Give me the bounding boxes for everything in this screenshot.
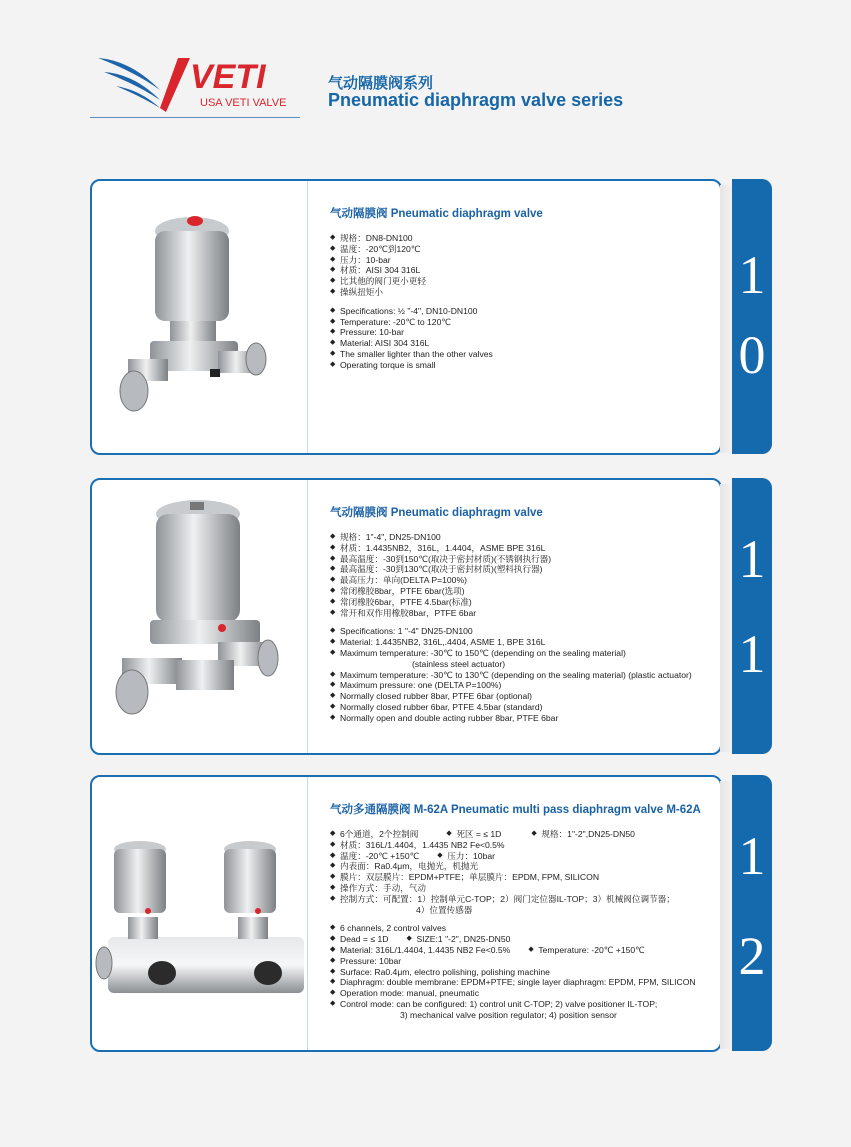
veti-logo	[90, 50, 305, 122]
spec-row	[330, 829, 720, 840]
spec-item: ◆ 膜片：双层膜片：EPDM+PTFE；单层膜片：EPDM, FPM, SILICON	[330, 872, 720, 883]
product-card-112	[90, 775, 722, 1052]
spec-row	[330, 851, 720, 862]
spec-item: ◆ Diaphragm: double membrane: EPDM+PTFE; single layer diaphragm: EPDM, FPM, SILICON	[330, 977, 720, 988]
spec-item: ◆ 最高温度：-30到150℃(取决于密封材质)(不锈钢执行器)	[330, 554, 720, 565]
spec-item: ◆ ◆ 6个通道，2个控制阀	[330, 829, 419, 839]
spec-list-en	[330, 626, 720, 723]
spec-item: ◆ Pressure: 10bar	[330, 956, 720, 967]
spec-item: ◆ 规格：1"-2",DN25-DN50	[531, 829, 635, 839]
spec-item: ◆ 6 channels, 2 control valves	[330, 923, 720, 934]
spec-list-112	[330, 801, 720, 1021]
spec-list-111	[330, 504, 720, 724]
spec-item: ◆ ◆ Dead = ≤ 1D	[330, 934, 389, 945]
spec-item: ◆ Maximum temperature: -30℃ to 130℃ (depending on the sealing material) (plastic actuator)	[330, 670, 720, 681]
product-card-101	[90, 179, 722, 455]
spec-item: ◆ 压力：10-bar	[330, 255, 720, 266]
number-digit: 1	[738, 624, 766, 684]
spec-item: ◆ Maximum pressure: one (DELTA P=100%)	[330, 680, 720, 691]
spec-item: ◆ 内表面：Ra0.4μm，电抛光，机抛光	[330, 861, 720, 872]
diaphragm-valve-image	[92, 480, 306, 753]
spec-item: ◆ Material: 1.4435NB2, 316L,.4404, ASME 1, BPE 316L	[330, 637, 720, 648]
spec-item: ◆ Surface: Ra0.4μm, electro polishing, polishing machine	[330, 967, 720, 978]
spec-item: ◆ Temperature: -20℃ to 120℃	[330, 317, 720, 328]
svg-text:USA VETI VALVE: USA VETI VALVE	[200, 97, 287, 109]
spec-item: ◆ 最高压力：单向(DELTA P=100%)	[330, 575, 720, 586]
number-digit: 1	[738, 245, 766, 305]
spec-item: ◆ Normally closed rubber 8bar, PTFE 6bar (optional)	[330, 691, 720, 702]
number-digit: 1	[738, 529, 766, 589]
series-title-en: Pneumatic diaphragm valve series	[328, 90, 624, 110]
spec-item: ◆ Material: AISI 304 316L	[330, 338, 720, 349]
diaphragm-valve-image	[92, 181, 306, 453]
spec-item: ◆ Operation mode: manual, pneumatic	[330, 988, 720, 999]
multi-pass-valve-image	[92, 777, 306, 1050]
spec-item: ◆ 材质：316L/1.4404，1.4435 NB2 Fe<0.5%	[330, 840, 720, 851]
spec-item: ◆ Normally open and double acting rubber 8bar, PTFE 6bar	[330, 713, 720, 724]
spec-item: ◆ ◆ 温度：-20℃ +150℃	[330, 850, 420, 861]
spec-list-en	[330, 923, 720, 1020]
product-card-111	[90, 478, 722, 755]
spec-item-continuation: 3) mechanical valve position regulator; 4) position sensor	[400, 1009, 617, 1020]
spec-item: ◆ 规格：1"-4", DN25-DN100	[330, 532, 720, 543]
spec-item: ◆ 最高温度：-30到130℃(取决于密封材质)(塑料执行器)	[330, 564, 720, 575]
product-image-frame	[92, 480, 308, 753]
spec-list-en	[330, 306, 720, 371]
spec-item: ◆ 常开和双作用橡胶8bar，PTFE 6bar	[330, 608, 720, 619]
spec-row	[330, 945, 720, 956]
spec-item: ◆ 死区 = ≤ 1D	[446, 829, 502, 839]
spec-item: ◆ 控制方式：可配置：1）控制单元C-TOP；2）阀门定位器IL-TOP；3）机械阀位调节器；	[330, 894, 720, 905]
spec-item: ◆ 比其他的阀门更小更轻	[330, 276, 720, 287]
product-title: 气动隔膜阀 Pneumatic diaphragm valve	[330, 208, 543, 220]
spec-item: ◆ Maximum temperature: -30℃ to 150℃ (depending on the sealing material)	[330, 648, 720, 659]
spec-item: ◆ 压力：10bar	[437, 850, 496, 861]
spec-item: ◆ 常闭橡胶8bar，PTFE 6bar(选项)	[330, 586, 720, 597]
spec-list-cn	[330, 829, 720, 915]
spec-item-continuation: 4）位置传感器	[416, 904, 473, 915]
series-title-cn: 气动隔膜阀系列	[328, 75, 434, 92]
spec-item: ◆ ◆ Material: 316L/1.4404, 1.4435 NB2 Fe<0.5%	[330, 944, 511, 955]
product-title: 气动隔膜阀 Pneumatic diaphragm valve	[330, 507, 543, 519]
number-digit: 2	[738, 926, 766, 986]
product-image-frame	[92, 181, 308, 453]
product-number-tab	[732, 179, 772, 454]
spec-row	[330, 934, 720, 945]
spec-item: ◆ Specifications: ½ "-4", DN10-DN100	[330, 306, 720, 317]
spec-item: ◆ Specifications: 1 "-4" DN25-DN100	[330, 626, 720, 637]
spec-item: ◆ Normally closed rubber 6bar, PTFE 4.5bar (standard)	[330, 702, 720, 713]
product-number-tab	[732, 775, 772, 1051]
spec-item: ◆ 常闭橡胶6bar，PTFE 4.5bar(标准)	[330, 597, 720, 608]
product-number-tab	[732, 478, 772, 754]
spec-item: ◆ 操纵扭矩小	[330, 287, 720, 298]
spec-item: ◆ Temperature: -20℃ +150℃	[528, 944, 645, 955]
page-header	[0, 0, 851, 140]
number-digit: 1	[738, 826, 766, 886]
svg-text:VETI: VETI	[190, 58, 266, 96]
spec-item: ◆ 规格：DN8-DN100	[330, 233, 720, 244]
number-digit: 0	[738, 325, 766, 385]
spec-item: ◆ 操作方式：手动，气动	[330, 883, 720, 894]
spec-item: ◆ 温度：-20℃到120℃	[330, 244, 720, 255]
product-title: 气动多通隔膜阀 M-62A Pneumatic multi pass diaphragm valve M-62A	[330, 804, 701, 816]
spec-item: ◆ Pressure: 10-bar	[330, 327, 720, 338]
spec-item: ◆ 材质：AISI 304 316L	[330, 265, 720, 276]
spec-item: ◆ Control mode: can be configured: 1) control unit C-TOP; 2) valve positioner IL-TOP;	[330, 999, 720, 1010]
spec-list-cn	[330, 532, 720, 618]
spec-item: ◆ 材质：1.4435NB2，316L，1.4404，ASME BPE 316L	[330, 543, 720, 554]
spec-item: ◆ Operating torque is small	[330, 360, 720, 371]
spec-list-101	[330, 205, 720, 371]
spec-item: ◆ SIZE:1 "-2", DN25-DN50	[406, 934, 511, 945]
spec-list-cn	[330, 233, 720, 298]
spec-item-continuation: (stainless steel actuator)	[412, 658, 506, 669]
logo-divider	[90, 117, 300, 118]
spec-item: ◆ The smaller lighter than the other valves	[330, 349, 720, 360]
product-image-frame	[92, 777, 308, 1050]
